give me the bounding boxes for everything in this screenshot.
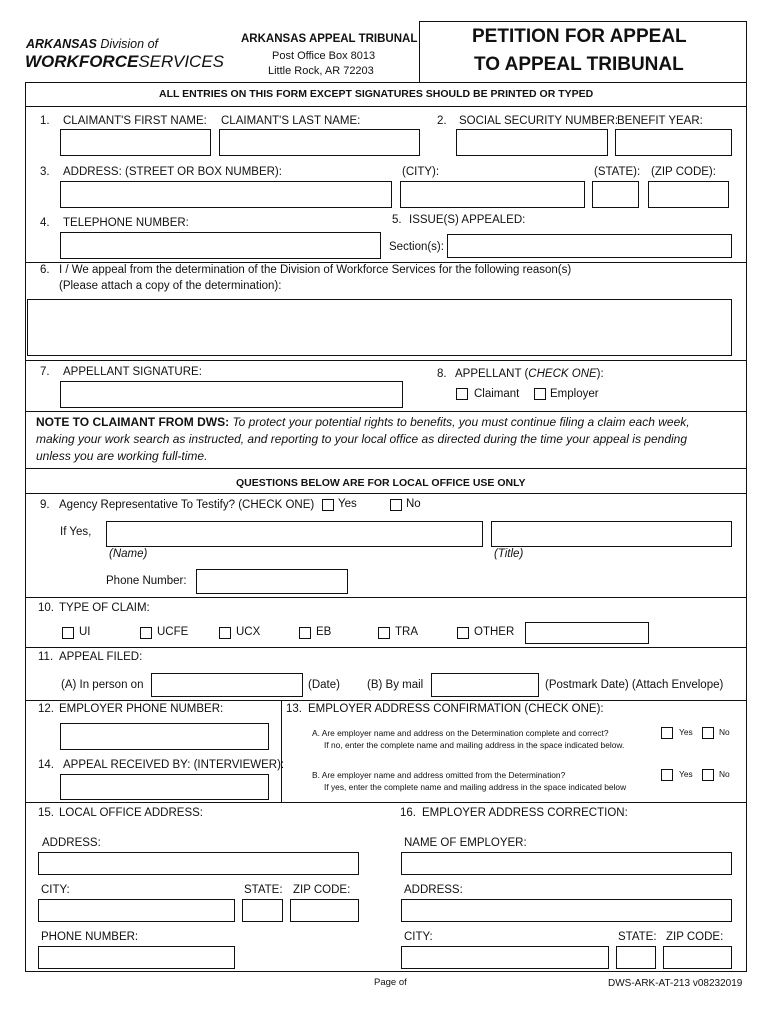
tribunal-city: Little Rock, AR 72203 — [268, 65, 374, 77]
divider — [25, 802, 747, 803]
employer-checkbox[interactable] — [534, 388, 546, 400]
divider — [25, 597, 747, 598]
claim-eb-checkbox[interactable] — [299, 627, 311, 639]
question-b-line2: If yes, enter the complete name and mailing address in the space indicated below — [324, 782, 627, 792]
rep-yes-label: Yes — [338, 498, 357, 510]
issues-appealed-label: ISSUE(S) APPEALED: — [409, 214, 526, 226]
claim-type-label: EB — [316, 626, 332, 638]
last-name-label: CLAIMANT'S LAST NAME: — [221, 115, 361, 127]
rep-name-input[interactable] — [106, 521, 483, 547]
field-number: 2. — [437, 115, 447, 127]
office-address-label: ADDRESS: — [42, 837, 101, 849]
reason-label: I / We appeal from the determination of the Division of Workforce Services for the following reason(s) — [59, 264, 572, 276]
claim-ui-checkbox[interactable] — [62, 627, 74, 639]
field-number: 6. — [40, 264, 50, 276]
rep-name-caption: (Name) — [109, 548, 148, 560]
postmark-caption: (Postmark Date) (Attach Envelope) — [545, 679, 724, 691]
claim-tra-checkbox[interactable] — [378, 627, 390, 639]
divider — [25, 411, 747, 412]
reason-sublabel: (Please attach a copy of the determination): — [59, 280, 282, 292]
field-number: 1. — [40, 115, 50, 127]
qa-yes-label: Yes — [679, 727, 693, 737]
signature-input[interactable] — [60, 381, 403, 408]
rep-title-caption: (Title) — [494, 548, 524, 560]
logo-state: ARKANSAS Division of — [26, 37, 158, 51]
divider — [25, 468, 747, 469]
type-of-claim-label: TYPE OF CLAIM: — [59, 602, 150, 614]
rep-phone-input[interactable] — [196, 569, 348, 594]
divider — [25, 360, 747, 361]
question-a-line1: A. Are employer name and address on the Determination complete and correct? — [312, 728, 609, 738]
postmark-date-input[interactable] — [431, 673, 539, 697]
appeal-filed-label: APPEAL FILED: — [59, 651, 143, 663]
address-confirmation-label: EMPLOYER ADDRESS CONFIRMATION (CHECK ONE): — [308, 703, 604, 715]
instruction-text: ALL ENTRIES ON THIS FORM EXCEPT SIGNATURES SHOULD BE PRINTED OR TYPED — [159, 88, 594, 100]
office-state-input[interactable] — [242, 899, 283, 922]
claim-other-input[interactable] — [525, 622, 649, 644]
divider — [25, 262, 747, 263]
telephone-input[interactable] — [60, 232, 381, 259]
state-input[interactable] — [592, 181, 639, 208]
first-name-label: CLAIMANT'S FIRST NAME: — [63, 115, 207, 127]
page-number: Page of — [374, 977, 407, 988]
claim-ucx-checkbox[interactable] — [219, 627, 231, 639]
claim-type-label: UCX — [236, 626, 261, 638]
office-state-label: STATE: — [244, 884, 283, 896]
received-by-label: APPEAL RECEIVED BY: (INTERVIEWER): — [63, 759, 285, 771]
date-caption: (Date) — [308, 679, 340, 691]
rep-phone-label: Phone Number: — [106, 575, 187, 587]
field-number: 8. — [437, 368, 447, 380]
divider — [25, 647, 747, 648]
ssn-input[interactable] — [456, 129, 608, 156]
employer-name-input[interactable] — [401, 852, 732, 875]
question-b-line1: B. Are employer name and address omitted from the Determination? — [312, 770, 566, 780]
signature-label: APPELLANT SIGNATURE: — [63, 366, 202, 378]
divider — [25, 106, 747, 107]
field-number: 7. — [40, 366, 50, 378]
employer-zip-input[interactable] — [663, 946, 732, 969]
qb-yes-label: Yes — [679, 769, 693, 779]
employer-label: Employer — [550, 388, 599, 400]
office-address-input[interactable] — [38, 852, 359, 875]
employer-phone-label: EMPLOYER PHONE NUMBER: — [59, 703, 224, 715]
claim-type-label: UI — [79, 626, 91, 638]
city-label: (CITY): — [402, 166, 440, 178]
office-city-label: CITY: — [41, 884, 70, 896]
benefit-year-input[interactable] — [615, 129, 732, 156]
employer-state-label: STATE: — [618, 931, 657, 943]
telephone-label: TELEPHONE NUMBER: — [63, 217, 189, 229]
first-name-input[interactable] — [60, 129, 211, 156]
address-correction-label: EMPLOYER ADDRESS CORRECTION: — [422, 807, 628, 819]
employer-address-label: ADDRESS: — [404, 884, 463, 896]
reason-textarea[interactable] — [27, 299, 732, 356]
zip-label: (ZIP CODE): — [651, 166, 716, 178]
qb-no-checkbox[interactable] — [702, 769, 714, 781]
office-use-heading: QUESTIONS BELOW ARE FOR LOCAL OFFICE USE ONLY — [236, 477, 526, 489]
appellant-label: APPELLANT (CHECK ONE): — [455, 368, 604, 380]
form-id: DWS-ARK-AT-213 v08232019 — [608, 978, 743, 989]
employer-zip-label: ZIP CODE: — [666, 931, 724, 943]
agency-rep-label: Agency Representative To Testify? (CHECK ONE) — [59, 499, 315, 511]
address-input[interactable] — [60, 181, 392, 208]
tribunal-po-box: Post Office Box 8013 — [272, 50, 376, 62]
benefit-year-label: BENEFIT YEAR: — [617, 115, 703, 127]
field-number: 3. — [40, 166, 50, 178]
qa-no-checkbox[interactable] — [702, 727, 714, 739]
ssn-label: SOCIAL SECURITY NUMBER: — [459, 115, 619, 127]
sections-label: Section(s): — [389, 241, 444, 253]
office-phone-label: PHONE NUMBER: — [41, 931, 139, 943]
employer-address-input[interactable] — [401, 899, 732, 922]
field-number: 4. — [40, 217, 50, 229]
page-title-line2: TO APPEAL TRIBUNAL — [474, 54, 684, 75]
field-number: 11. — [38, 651, 54, 663]
claim-other-checkbox[interactable] — [457, 627, 469, 639]
logo-workforce: WORKFORCESERVICES — [25, 52, 224, 71]
field-number: 9. — [40, 499, 50, 511]
office-city-input[interactable] — [38, 899, 235, 922]
employer-name-label: NAME OF EMPLOYER: — [404, 837, 527, 849]
local-office-label: LOCAL OFFICE ADDRESS: — [59, 807, 203, 819]
rep-no-checkbox[interactable] — [390, 499, 402, 511]
claimant-label: Claimant — [474, 388, 520, 400]
field-number: 5. — [392, 214, 402, 226]
office-zip-input[interactable] — [290, 899, 359, 922]
sections-input[interactable] — [447, 234, 732, 258]
note-line1: NOTE TO CLAIMANT FROM DWS: To protect your potential rights to benefits, you must continue filing a claim each week, — [36, 415, 690, 429]
qa-yes-checkbox[interactable] — [661, 727, 673, 739]
claim-ucfe-checkbox[interactable] — [140, 627, 152, 639]
received-by-input[interactable] — [60, 774, 269, 800]
state-label: (STATE): — [594, 166, 641, 178]
city-input[interactable] — [400, 181, 585, 208]
note-line2: making your work search as instructed, and reporting to your local office as directed during the time your appeal is pending — [36, 432, 688, 446]
field-number: 15. — [38, 807, 54, 819]
in-person-label: (A) In person on — [61, 679, 144, 691]
employer-city-input[interactable] — [401, 946, 609, 969]
office-zip-label: ZIP CODE: — [293, 884, 351, 896]
page-title-line1: PETITION FOR APPEAL — [472, 26, 687, 47]
employer-phone-input[interactable] — [60, 723, 269, 750]
question-a-line2: If no, enter the complete name and mailing address in the space indicated below. — [324, 740, 625, 750]
rep-yes-checkbox[interactable] — [322, 499, 334, 511]
employer-state-input[interactable] — [616, 946, 656, 969]
claim-type-label: UCFE — [157, 626, 189, 638]
field-number: 12. — [38, 703, 54, 715]
field-number: 14. — [38, 759, 54, 771]
qb-yes-checkbox[interactable] — [661, 769, 673, 781]
qa-no-label: No — [719, 727, 730, 737]
employer-city-label: CITY: — [404, 931, 433, 943]
in-person-date-input[interactable] — [151, 673, 303, 697]
last-name-input[interactable] — [219, 129, 420, 156]
address-label: ADDRESS: (STREET OR BOX NUMBER): — [63, 166, 282, 178]
tribunal-name: ARKANSAS APPEAL TRIBUNAL — [241, 33, 418, 45]
field-number: 13. — [286, 703, 302, 715]
field-number: 16. — [400, 807, 416, 819]
claim-type-label: TRA — [395, 626, 418, 638]
rep-title-input[interactable] — [491, 521, 732, 547]
divider — [25, 700, 747, 701]
note-line3: unless you are working full-time. — [36, 449, 208, 463]
qb-no-label: No — [719, 769, 730, 779]
field-number: 10. — [38, 602, 54, 614]
by-mail-label: (B) By mail — [367, 679, 424, 691]
claimant-checkbox[interactable] — [456, 388, 468, 400]
rep-no-label: No — [406, 498, 421, 510]
if-yes-label: If Yes, — [60, 526, 92, 538]
office-phone-input[interactable] — [38, 946, 235, 969]
column-divider — [281, 700, 282, 802]
claim-type-label: OTHER — [474, 626, 515, 638]
divider — [25, 493, 747, 494]
zip-input[interactable] — [648, 181, 729, 208]
